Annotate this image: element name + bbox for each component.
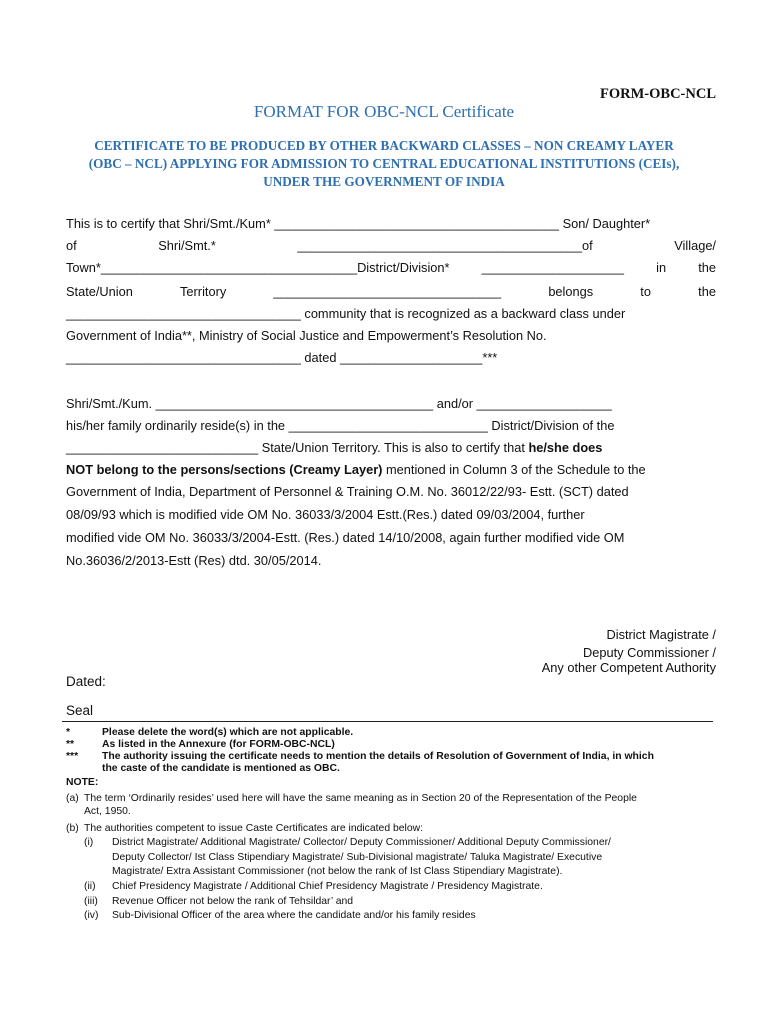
text: State/Union	[66, 284, 133, 299]
para1-line-2	[66, 237, 716, 255]
text: ___________________________ State/Union Territory. This is also to certify that	[66, 440, 529, 455]
item-mark: (ii)	[84, 881, 96, 892]
text: the	[698, 284, 716, 299]
authority-item-cont: Magistrate/ Extra Assistant Commissioner (not below the rank of Ist Class Stipendiary Magistrate).	[112, 866, 563, 877]
footnote	[66, 727, 353, 739]
divider	[62, 721, 713, 722]
text: ____________________	[481, 260, 624, 275]
text: belongs	[548, 284, 594, 299]
item-text: Sub-Divisional Officer of the area where the candidate and/or his family resides	[112, 910, 476, 921]
text: ________________________________________of	[297, 238, 593, 253]
item-mark: (iii)	[84, 896, 98, 907]
text: Town*____________________________________District/Division*	[66, 260, 450, 275]
note-heading: NOTE:	[66, 777, 99, 788]
text: Territory	[180, 284, 227, 299]
text: of	[66, 238, 77, 253]
text: in	[656, 260, 667, 275]
text: to	[640, 284, 651, 299]
para2-line-7: modified vide OM No. 36033/3/2004-Estt. (Res.) dated 14/10/2008, again further modified vide OM	[66, 530, 625, 545]
note-text: The term ‘Ordinarily resides’ used here will have the same meaning as in Section 20 of the Representation of the People	[84, 793, 637, 804]
para2-line-2: his/her family ordinarily reside(s) in the ____________________________ District/Division of the	[66, 418, 615, 433]
footnote-text: As listed in the Annexure (for FORM-OBC-NCL)	[102, 739, 335, 750]
para1-line-7: _________________________________ dated ____________________***	[66, 350, 498, 365]
footnote-mark: *	[66, 727, 71, 738]
text: Shri/Smt.*	[158, 238, 216, 253]
para2-line-6: 08/09/93 which is modified vide OM No. 36033/3/2004 Estt.(Res.) dated 09/03/2004, further	[66, 507, 585, 522]
item-mark: (i)	[84, 837, 94, 848]
item-mark: (iv)	[84, 910, 99, 921]
para2-line-5: Government of India, Department of Personnel & Training O.M. No. 36012/22/93- Estt. (SCT) dated	[66, 484, 629, 499]
para2-line-4	[66, 461, 716, 479]
authority-item	[84, 896, 353, 909]
item-text: Revenue Officer not below the rank of Tehsildar’ and	[112, 896, 354, 907]
subtitle-line-2: (OBC – NCL) APPLYING FOR ADMISSION TO CENTRAL EDUCATIONAL INSTITUTIONS (CEIs),	[88, 156, 680, 171]
footnote-mark: **	[66, 739, 75, 750]
document-subtitle	[40, 137, 728, 191]
para2-line-3	[66, 439, 716, 457]
para1-line-4	[66, 283, 716, 301]
authority-item-cont: Deputy Collector/ Ist Class Stipendiary Magistrate/ Sub-Divisional magistrate/ Taluka Magistrate/ Executive	[112, 852, 603, 863]
footnote-text: the caste of the candidate is mentioned as OBC.	[102, 763, 340, 774]
footnote-text: The authority issuing the certificate needs to mention the details of Resolution of Government of India, in which	[102, 751, 654, 762]
authority-item	[84, 910, 476, 923]
note-text: The authorities competent to issue Caste Certificates are indicated below:	[84, 823, 424, 834]
footnote	[66, 763, 340, 775]
document-title: FORMAT FOR OBC-NCL Certificate	[253, 102, 515, 121]
para1-line-3	[66, 259, 716, 277]
text: the	[698, 260, 716, 275]
form-code: FORM-OBC-NCL	[600, 86, 716, 102]
signature-line-1: District Magistrate /	[606, 627, 716, 642]
seal-label: Seal	[66, 703, 94, 718]
bold-text: he/she does	[528, 440, 603, 455]
authority-item	[84, 837, 611, 850]
para1-line-6: Government of India**, Ministry of Social Justice and Empowerment’s Resolution No.	[66, 328, 547, 343]
dated-label: Dated:	[66, 674, 106, 689]
bold-text: NOT belong to the persons/sections (Creamy Layer)	[66, 462, 383, 477]
note-mark: (b)	[66, 823, 79, 834]
note-mark: (a)	[66, 793, 79, 804]
item-text: Chief Presidency Magistrate / Additional Chief Presidency Magistrate / Presidency Magistrate.	[112, 881, 543, 892]
text: ________________________________	[273, 284, 502, 299]
signature-line-2: Deputy Commissioner /	[583, 645, 716, 660]
subtitle-line-1: CERTIFICATE TO BE PRODUCED BY OTHER BACKWARD CLASSES – NON CREAMY LAYER	[94, 138, 674, 153]
note-a	[66, 793, 637, 806]
para2-line-8: No.36036/2/2013-Estt (Res) dtd. 30/05/2014.	[66, 553, 322, 568]
subtitle-line-3: UNDER THE GOVERNMENT OF INDIA	[263, 174, 505, 189]
text: Village/	[674, 238, 716, 253]
footnote-mark: ***	[66, 751, 79, 762]
note-a-cont: Act, 1950.	[84, 806, 131, 817]
footnote-text: Please delete the word(s) which are not applicable.	[102, 727, 354, 738]
item-text: District Magistrate/ Additional Magistrate/ Collector/ Deputy Commissioner/ Additional Deputy Commissioner/	[112, 837, 611, 848]
authority-item	[84, 881, 543, 894]
para1-line-5: _________________________________ community that is recognized as a backward class under	[66, 306, 626, 321]
signature-line-3: Any other Competent Authority	[541, 660, 716, 675]
footnote	[66, 751, 654, 763]
text: mentioned in Column 3 of the Schedule to the	[382, 462, 646, 477]
note-b	[66, 823, 423, 836]
footnote	[66, 739, 335, 751]
para2-line-1: Shri/Smt./Kum. _______________________________________ and/or ___________________	[66, 396, 612, 411]
para1-line-1: This is to certify that Shri/Smt./Kum* ________________________________________ Son/ Daughter*	[66, 216, 651, 231]
